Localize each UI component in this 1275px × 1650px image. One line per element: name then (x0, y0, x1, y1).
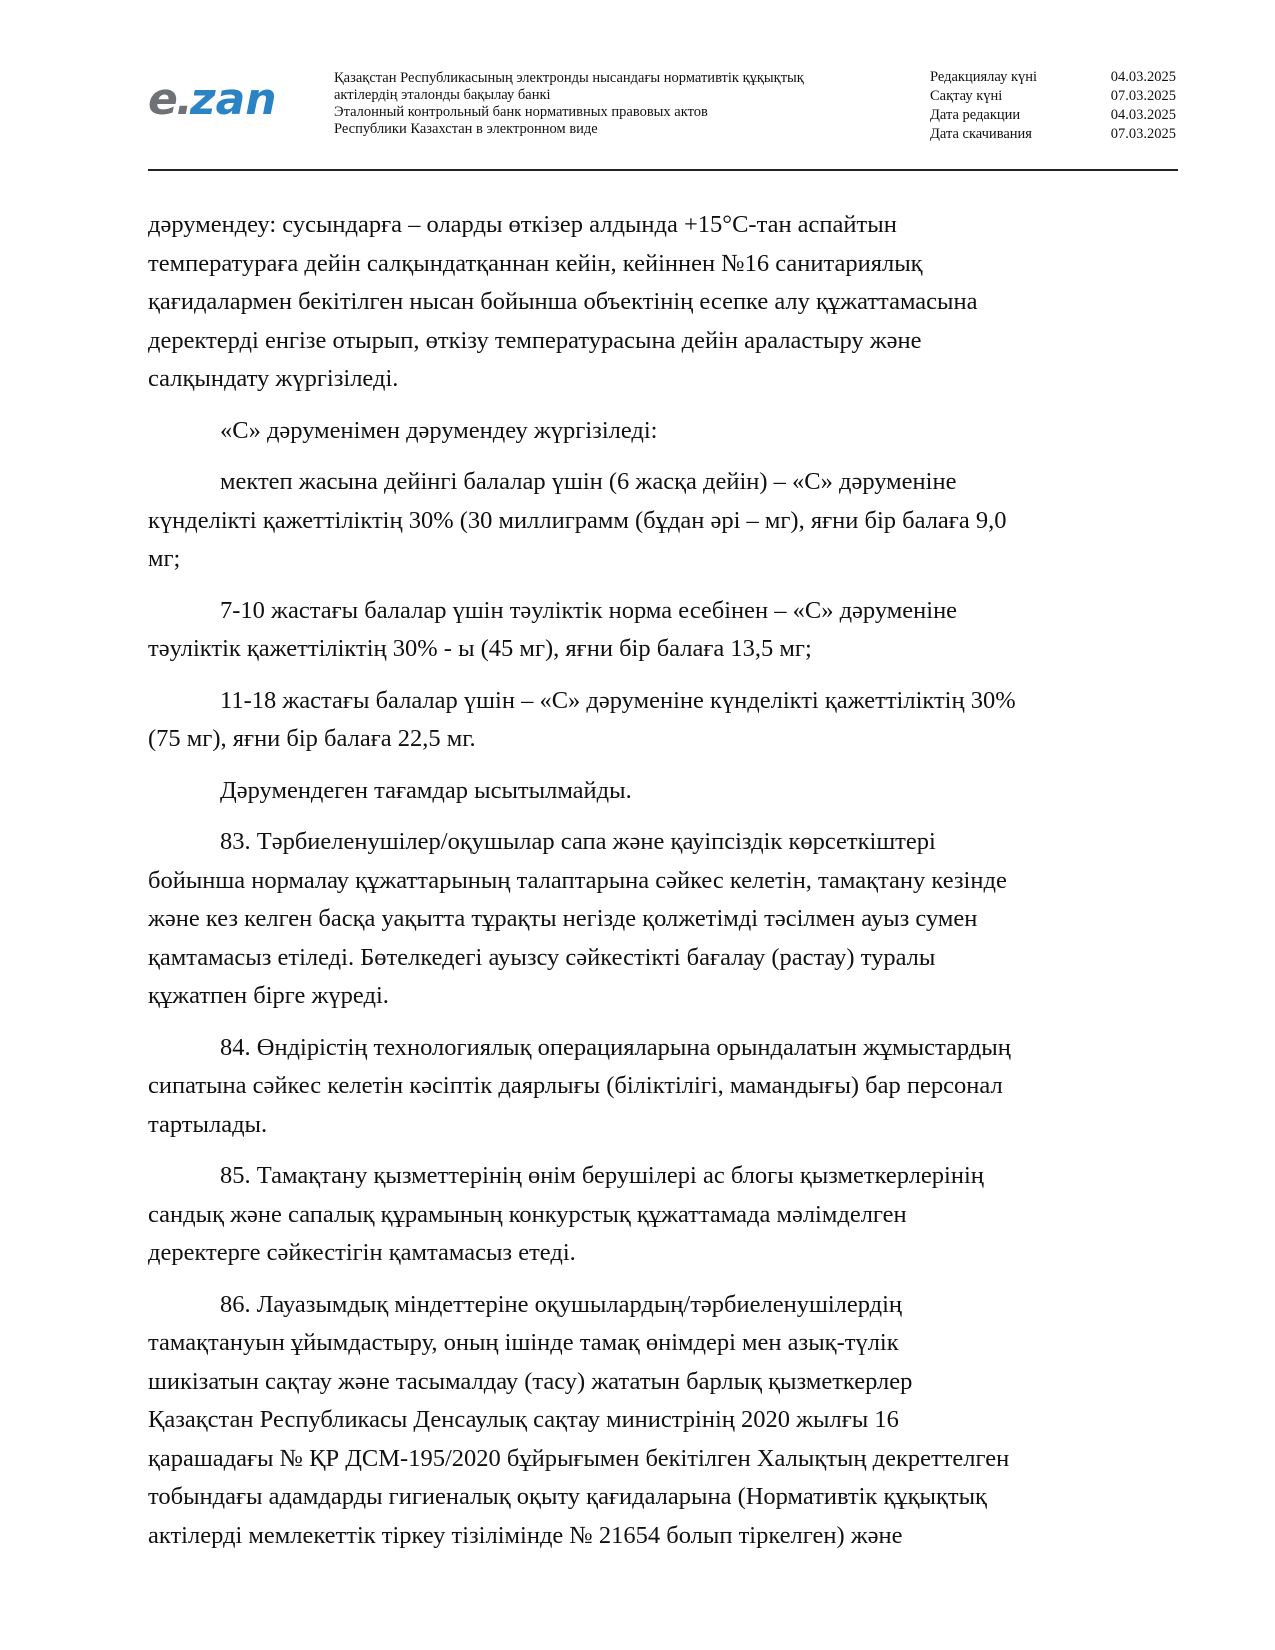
bank-title-line: Эталонный контрольный банк нормативных правовых актов (334, 104, 708, 120)
text-line: қарашадағы № ҚР ДСМ-195/2020 бұйрығымен бекітілген Халықтың декреттелген (148, 1444, 1010, 1472)
text-line: 85. Тамақтану қызметтерінің өнім берушілері ас блогы қызметкерлерінің (220, 1162, 984, 1189)
bank-title-line: актілердің эталонды бақылау банкі (334, 87, 551, 103)
meta-row (930, 68, 1176, 87)
text-line: 11-18 жастағы балалар үшін – «С» дәруменіне күнделікті қажеттіліктің 30% (220, 686, 1016, 714)
text-line: сандық және сапалық құрамының конкурстық құжаттамада мәлімделген (148, 1200, 907, 1228)
text-line: 84. Өндірістің технологиялық операцияларына орындалатын жұмыстардың (220, 1033, 1011, 1061)
text-line: Дәрумендеген тағамдар ысытылмайды. (220, 776, 632, 804)
meta-row (930, 125, 1176, 144)
text-line: сипатына сәйкес келетін кәсіптік даярлығы (біліктілігі, мамандығы) бар персонал (148, 1072, 1003, 1099)
text-line: тамақтануын ұйымдастыру, оның ішінде тамақ өнімдері мен азық-түлік (148, 1329, 899, 1356)
document-body (148, 206, 1168, 1568)
text-line: күнделікті қажеттіліктің 30% (30 миллиграмм (бұдан әрі – мг), яғни бір балаға 9,0 (148, 506, 1007, 534)
text-line: тартылады. (148, 1110, 268, 1138)
paragraph (148, 772, 1168, 811)
meta-row (930, 87, 1176, 106)
text-line: актілерді мемлекеттік тіркеу тізілімінде № 21654 болып тіркелген) және (148, 1521, 903, 1549)
text-line: бойынша нормалау құжаттарының талаптарына сәйкес келетін, тамақтану кезінде (148, 866, 1007, 894)
paragraph (148, 463, 1168, 579)
text-line: 7-10 жастағы балалар үшін тәуліктік норма есебінен – «С» дәруменіне (220, 596, 958, 624)
text-line: (75 мг), яғни бір балаға 22,5 мг. (148, 725, 476, 752)
bank-title-line: Қазақстан Республикасының электронды нысандағы нормативтік құқықтық (334, 70, 804, 86)
paragraph (148, 823, 1168, 1016)
logo-e: e (148, 74, 178, 124)
text-line: қағидалармен бекітілген нысан бойынша объектінің есепке алу құжаттамасына (148, 288, 978, 315)
meta-label: Редакциялау күні (930, 69, 1038, 85)
meta-label: Сақтау күні (930, 88, 1003, 104)
text-line: шикізатын сақтау және тасымалдау (тасу) жататын барлық қызметкерлер (148, 1367, 913, 1395)
text-line: мектеп жасына дейінгі балалар үшін (6 жасқа дейін) – «С» дәруменіне (220, 468, 957, 495)
text-line: Қазақстан Республикасы Денсаулық сақтау министрінің 2020 жылғы 16 (148, 1406, 899, 1433)
paragraph (148, 682, 1168, 759)
text-line: дәрумендеу: сусындарға – оларды өткізер алдында +15°С-тан аспайтын (148, 211, 897, 238)
logo-dot: . (176, 74, 193, 124)
meta-value: 04.03.2025 (1110, 107, 1176, 123)
paragraph (148, 412, 1168, 451)
meta-value: 07.03.2025 (1110, 126, 1176, 142)
text-line: құжатпен бірге жүреді. (148, 982, 389, 1009)
text-line: және кез келген басқа уақытта тұрақты негізде қолжетімді тәсілмен ауыз сумен (148, 905, 978, 932)
text-line: тәуліктік қажеттіліктің 30% - ы (45 мг), яғни бір балаға 13,5 мг; (148, 635, 812, 662)
paragraph (148, 1286, 1168, 1556)
text-line: температураға дейін салқындатқаннан кейін, кейіннен №16 санитариялық (148, 249, 923, 277)
document-dates (930, 68, 1176, 144)
text-line: мг; (148, 545, 181, 572)
document-header (148, 66, 1176, 166)
meta-value: 07.03.2025 (1110, 88, 1176, 104)
ezan-logo (148, 74, 298, 124)
logo-zan: zan (190, 74, 277, 124)
header-divider (148, 169, 1178, 171)
text-line: тобындағы адамдарды гигиеналық оқыту қағидаларына (Нормативтік құқықтық (148, 1483, 987, 1510)
paragraph (148, 1029, 1168, 1145)
meta-row (930, 106, 1176, 125)
bank-title-line: Республики Казахстан в электронном виде (334, 121, 598, 137)
text-line: 86. Лауазымдық міндеттеріне оқушылардың/тәрбиеленушілердің (220, 1290, 903, 1318)
text-line: 83. Тәрбиеленушілер/оқушылар сапа және қауіпсіздік көрсеткіштері (220, 828, 936, 855)
paragraph (148, 592, 1168, 669)
bank-title (334, 70, 894, 138)
text-line: «С» дәруменімен дәрумендеу жүргізіледі: (220, 416, 658, 444)
meta-value: 04.03.2025 (1110, 69, 1176, 85)
text-line: қамтамасыз етіледі. Бөтелкедегі ауызсу сәйкестікті бағалау (растау) туралы (148, 943, 936, 971)
paragraph (148, 206, 1168, 399)
meta-label: Дата скачивания (930, 126, 1032, 142)
meta-label: Дата редакции (930, 107, 1021, 123)
text-line: салқындату жүргізіледі. (148, 365, 399, 392)
paragraph (148, 1157, 1168, 1273)
ezan-logo-graphic (148, 74, 298, 124)
text-line: деректерге сәйкестігін қамтамасыз етеді. (148, 1239, 576, 1266)
text-line: деректерді енгізе отырып, өткізу температурасына дейін араластыру және (148, 326, 922, 354)
